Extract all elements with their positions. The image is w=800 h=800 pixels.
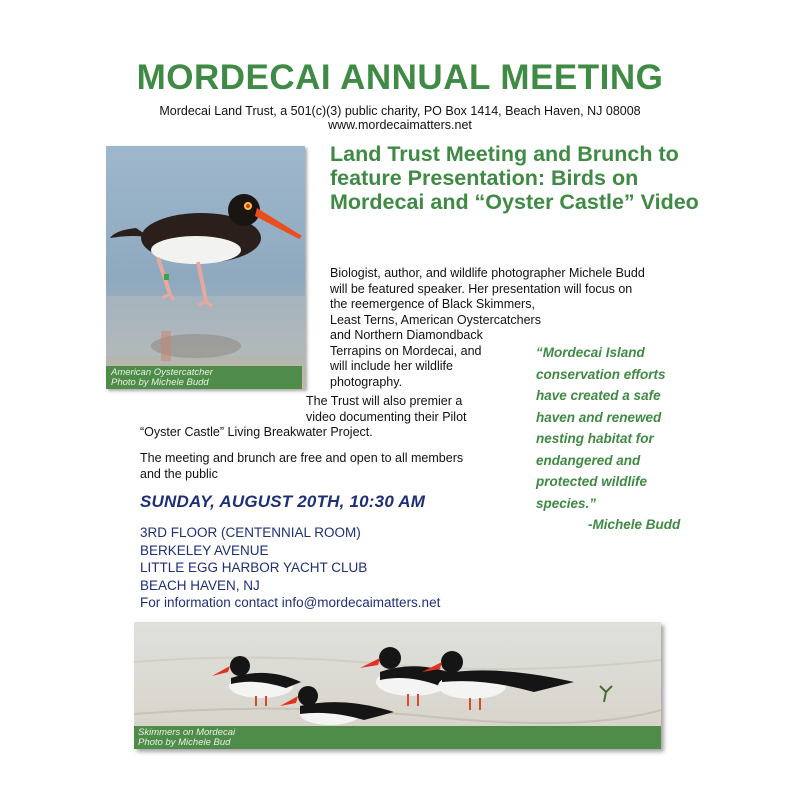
text-line: video documenting their Pilot (306, 409, 467, 424)
text-line: and Northern Diamondback (330, 328, 483, 342)
text-line: Terrapins on Mordecai, and (330, 343, 482, 358)
text-line: photography. (330, 374, 403, 389)
address-line: LITTLE EGG HARBOR YACHT CLUB (140, 560, 368, 575)
text-line: will be featured speaker. Her presentation will focus on (330, 281, 633, 296)
oystercatcher-photo (106, 146, 305, 389)
pull-quote (536, 342, 726, 514)
text-line: The meeting and brunch are free and open to all members (140, 451, 464, 465)
quote-line: haven and renewed (536, 409, 662, 425)
text-line: Least Terns, American Oystercatchers (330, 312, 541, 327)
quote-line: endangered and (536, 452, 641, 468)
text-line: “Oyster Castle” Living Breakwater Project. (140, 425, 373, 439)
text-line: and the public (140, 466, 218, 481)
article-headline: Land Trust Meeting and Brunch to feature Presentation: Birds on Mordecai and “Oyster Castle” Video (330, 142, 699, 214)
address-line: 3RD FLOOR (CENTENNIAL ROOM) (140, 525, 361, 540)
caption-credit: Photo by Michele Bud (138, 737, 231, 748)
quote-line: species.” (536, 495, 597, 511)
skimmers-photo (134, 622, 661, 749)
caption-title: American Oystercatcher (111, 367, 213, 378)
org-info (0, 104, 800, 132)
quote-line: nesting habitat for (536, 431, 654, 446)
text-line: The Trust will also premier a (306, 394, 463, 408)
address-line: BERKELEY AVENUE (140, 542, 269, 558)
website-link[interactable]: www.mordecaimatters.net (328, 118, 472, 132)
text-line: the reemergence of Black Skimmers, (330, 297, 535, 311)
quote-line: protected wildlife (536, 474, 648, 489)
oystercatcher-caption (106, 366, 302, 389)
contact-line[interactable]: For information contact info@mordecaimatters.net (140, 595, 441, 610)
caption-title: Skimmers on Mordecai (138, 727, 236, 738)
address-line: BEACH HAVEN, NJ (140, 577, 260, 593)
page-title: MORDECAI ANNUAL MEETING (136, 58, 664, 97)
quote-line: “Mordecai Island (536, 345, 645, 360)
quote-author: -Michele Budd (588, 517, 681, 532)
text-line: Biologist, author, and wildlife photographer Michele Budd (330, 266, 645, 280)
caption-credit: Photo by Michele Budd (111, 377, 209, 388)
free-paragraph (140, 451, 530, 482)
event-date: SUNDAY, AUGUST 20TH, 10:30 AM (140, 492, 426, 511)
text-line: will include her wildlife (330, 359, 453, 373)
quote-line: have created a safe (536, 388, 661, 403)
oystercatcher-illustration (106, 146, 305, 389)
org-line: Mordecai Land Trust, a 501(c)(3) public charity, PO Box 1414, Beach Haven, NJ 08008 (159, 104, 641, 118)
skimmers-caption (134, 726, 661, 749)
video-paragraph (140, 394, 470, 441)
event-address (140, 524, 440, 612)
quote-line: conservation efforts (536, 366, 666, 382)
